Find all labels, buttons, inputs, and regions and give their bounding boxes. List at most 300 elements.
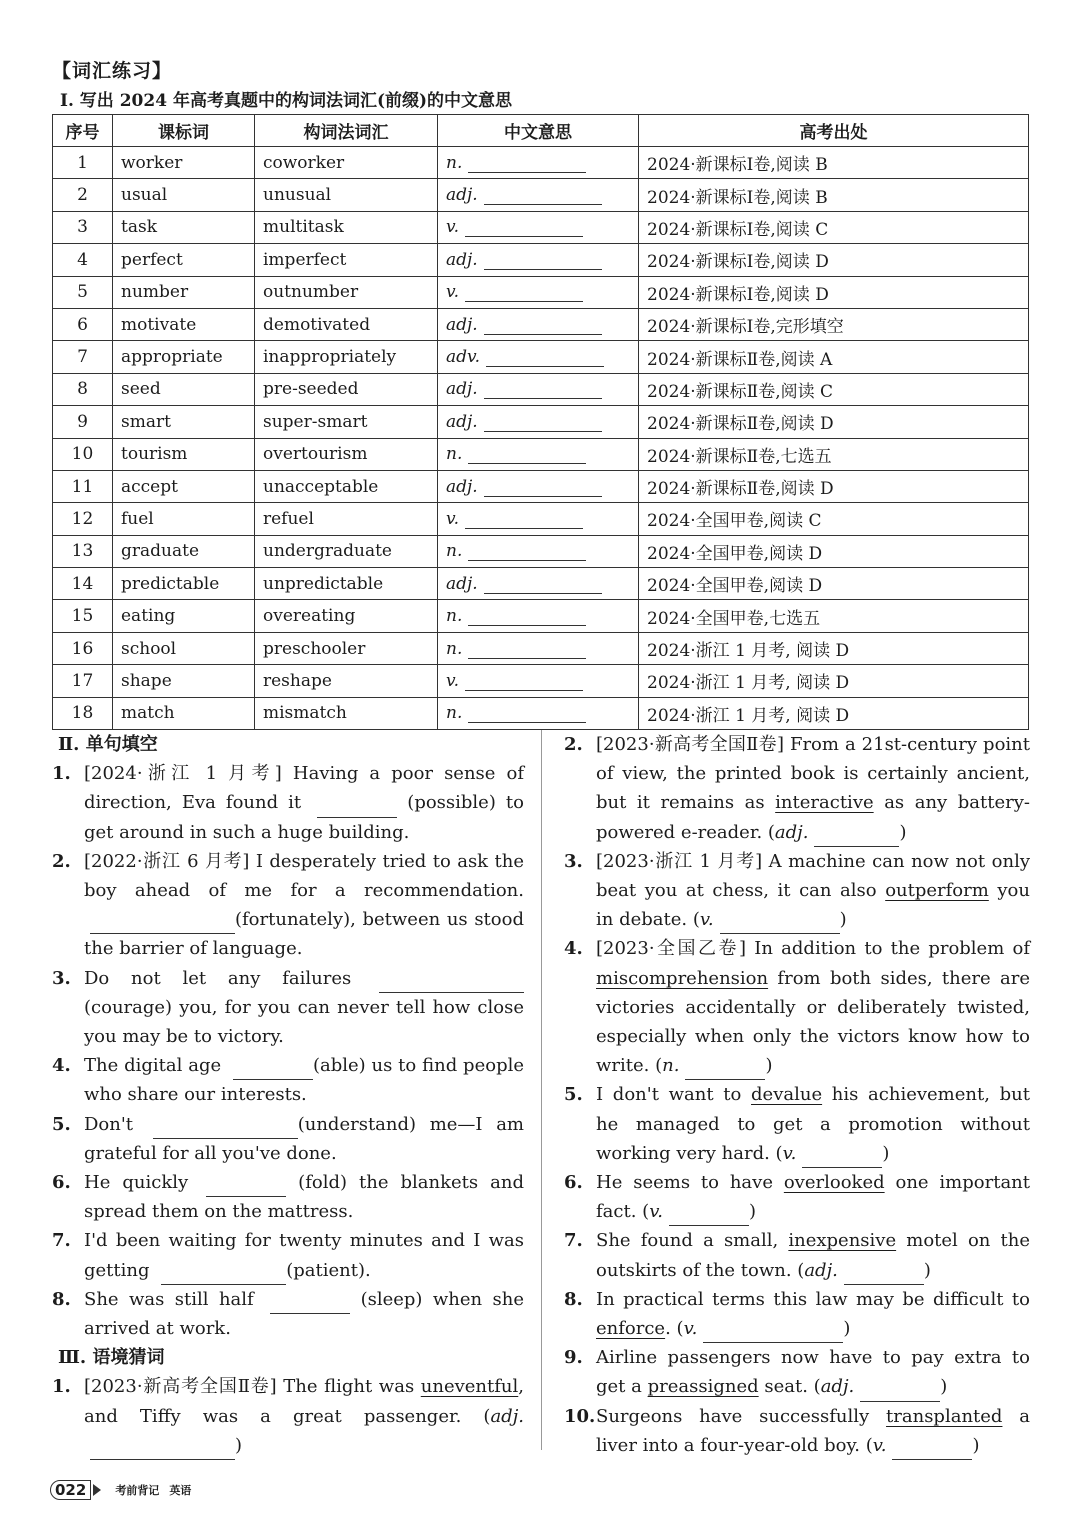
meaning-cell	[438, 373, 639, 405]
fill-blank-question	[52, 1226, 524, 1284]
exam-source: 2024·浙江 1 月考, 阅读 D	[639, 665, 1029, 697]
question-text	[596, 847, 1030, 935]
context-guess-question	[564, 847, 1030, 935]
base-word: smart	[113, 406, 255, 438]
answer-blank[interactable]	[860, 1385, 940, 1402]
answer-blank[interactable]	[892, 1443, 972, 1460]
answer-blank[interactable]	[669, 1209, 749, 1226]
exam-source: 2024·新课标Ⅱ卷,阅读 D	[639, 470, 1029, 502]
question-number: 7.	[52, 1230, 71, 1252]
answer-blank[interactable]	[484, 188, 602, 205]
question-text	[84, 1051, 524, 1109]
arrow-right-icon	[93, 1484, 101, 1496]
base-word: perfect	[113, 244, 255, 276]
table-row	[53, 665, 1029, 697]
context-guess-question	[52, 1372, 524, 1460]
row-number: 11	[53, 470, 113, 502]
close-paren: )	[748, 1201, 756, 1223]
table-header-row	[53, 115, 1029, 147]
derived-word: overtourism	[255, 438, 438, 470]
question-number: 3.	[564, 850, 583, 872]
table-row	[53, 308, 1029, 340]
table-row	[53, 600, 1029, 632]
derived-word: unpredictable	[255, 568, 438, 600]
table-header-cell: 构词法词汇	[255, 115, 438, 147]
context-guess-question	[564, 1226, 1030, 1284]
table-row	[53, 470, 1029, 502]
answer-blank[interactable]	[465, 512, 583, 529]
part3-list-right	[564, 730, 1030, 1460]
meaning-cell	[438, 470, 639, 502]
answer-blank[interactable]	[844, 1268, 924, 1285]
part2-title: Ⅱ. 单句填空	[58, 734, 158, 755]
base-word: tourism	[113, 438, 255, 470]
subject-label: 英语	[169, 1484, 192, 1497]
part-of-speech: adj.	[446, 249, 478, 270]
question-text-before: [2023·新高考全国Ⅱ卷] From a 21st-century point of view, the printed book is certainly ancient, but it remains as	[596, 734, 1030, 814]
question-text-after: his achievement, but he managed to get a promotion without working very hard. (	[596, 1084, 1030, 1164]
question-text-after: (understand) me—I am grateful for all you've done.	[84, 1113, 525, 1164]
answer-blank[interactable]	[468, 706, 586, 723]
row-number: 17	[53, 665, 113, 697]
question-text-after: (possible) to get around in such a huge building.	[84, 792, 524, 843]
question-text	[84, 1226, 524, 1284]
derived-word: imperfect	[255, 244, 438, 276]
question-text	[84, 847, 524, 964]
answer-blank[interactable]	[802, 1151, 882, 1168]
question-text-before: Don't	[84, 1113, 147, 1135]
meaning-cell	[438, 341, 639, 373]
table-row	[53, 211, 1029, 243]
derived-word: outnumber	[255, 276, 438, 308]
answer-blank[interactable]	[814, 830, 899, 847]
meaning-cell	[438, 244, 639, 276]
question-text-before: He seems to have	[596, 1172, 784, 1194]
part-of-speech: n.	[446, 444, 463, 465]
table-header-cell: 序号	[53, 115, 113, 147]
derived-word: mismatch	[255, 697, 438, 729]
close-paren: )	[765, 1055, 773, 1077]
left-column	[52, 730, 524, 1460]
row-number: 5	[53, 276, 113, 308]
question-number: 7.	[564, 1230, 583, 1252]
target-word: uneventful	[420, 1376, 519, 1398]
column-divider	[541, 730, 542, 1450]
answer-blank[interactable]	[465, 285, 583, 302]
meaning-cell	[438, 568, 639, 600]
part-of-speech: adj.	[804, 1259, 838, 1281]
table-header-cell: 课标词	[113, 115, 255, 147]
derived-word: reshape	[255, 665, 438, 697]
answer-blank[interactable]	[720, 917, 840, 934]
meaning-cell	[438, 308, 639, 340]
meaning-cell	[438, 632, 639, 664]
row-number: 2	[53, 179, 113, 211]
exam-source: 2024·浙江 1 月考, 阅读 D	[639, 632, 1029, 664]
question-text	[596, 730, 1030, 847]
meaning-cell	[438, 665, 639, 697]
exam-source: 2024·新课标Ⅰ卷,阅读 B	[639, 147, 1029, 179]
close-paren: )	[899, 821, 907, 843]
context-guess-question	[564, 730, 1030, 847]
fill-blank-question	[52, 1110, 524, 1168]
row-number: 4	[53, 244, 113, 276]
answer-blank[interactable]	[161, 1268, 286, 1285]
part2-list	[52, 759, 524, 1343]
derived-word: pre-seeded	[255, 373, 438, 405]
base-word: shape	[113, 665, 255, 697]
question-text-after: , and Tiffy was a great passenger. (	[84, 1376, 524, 1427]
meaning-cell	[438, 503, 639, 535]
meaning-cell	[438, 211, 639, 243]
answer-blank[interactable]	[484, 318, 602, 335]
question-text-after: (patient).	[286, 1259, 371, 1281]
question-text-after: a liver into a four-year-old boy. (	[596, 1405, 1030, 1456]
part3-title: Ⅲ. 语境猜词	[58, 1347, 165, 1369]
context-guess-question	[564, 1343, 1030, 1401]
question-number: 1.	[52, 763, 71, 785]
question-number: 4.	[52, 1055, 71, 1077]
question-text	[596, 1285, 1030, 1343]
exam-source: 2024·新课标Ⅰ卷,阅读 C	[639, 211, 1029, 243]
table-header-cell: 高考出处	[639, 115, 1029, 147]
target-word: overlooked	[783, 1172, 885, 1194]
close-paren: )	[972, 1434, 980, 1456]
table-header-cell: 中文意思	[438, 115, 639, 147]
question-text-before: [2023·浙江 1 月考] A machine can now not only beat you at chess, it can also	[596, 850, 1030, 902]
part-of-speech: adj.	[446, 314, 478, 335]
question-text-after: from both sides, there are victories accidentally or deliberately twisted, especially when only the victors know how to write. (	[596, 967, 1030, 1077]
fill-blank-question	[52, 1168, 524, 1226]
question-text	[596, 1080, 1030, 1168]
table-row	[53, 632, 1029, 664]
answer-blank[interactable]	[468, 447, 586, 464]
table-row	[53, 244, 1029, 276]
question-number: 6.	[564, 1172, 583, 1194]
question-text	[596, 1168, 1030, 1226]
part-of-speech: adj.	[774, 821, 809, 843]
target-word: enforce	[596, 1318, 666, 1340]
base-word: predictable	[113, 568, 255, 600]
question-text-after: (fortunately), between us stood the barrier of language.	[84, 909, 524, 960]
section-title: 【词汇练习】	[52, 60, 173, 82]
question-text-after: motel on the outskirts of the town. (	[596, 1230, 1030, 1281]
context-guess-question	[564, 934, 1030, 1080]
base-word: seed	[113, 373, 255, 405]
base-word: motivate	[113, 308, 255, 340]
row-number: 1	[53, 147, 113, 179]
answer-blank[interactable]	[486, 350, 604, 367]
question-number: 5.	[52, 1113, 71, 1135]
part-of-speech: v.	[683, 1318, 698, 1340]
answer-blank[interactable]	[90, 1443, 235, 1460]
fill-blank-question	[52, 1285, 524, 1343]
derived-word: unusual	[255, 179, 438, 211]
target-word: transplanted	[886, 1405, 1003, 1427]
part-of-speech: v.	[446, 670, 459, 691]
exam-source: 2024·全国甲卷,阅读 C	[639, 503, 1029, 535]
meaning-cell	[438, 600, 639, 632]
row-number: 9	[53, 406, 113, 438]
base-word: appropriate	[113, 341, 255, 373]
table-row	[53, 568, 1029, 600]
meaning-cell	[438, 438, 639, 470]
row-number: 3	[53, 211, 113, 243]
derived-word: refuel	[255, 503, 438, 535]
row-number: 16	[53, 632, 113, 664]
answer-blank[interactable]	[270, 1297, 350, 1314]
question-text	[84, 1110, 524, 1168]
base-word: worker	[113, 147, 255, 179]
answer-blank[interactable]	[484, 253, 602, 270]
question-text-before: She was still half	[84, 1288, 265, 1310]
exam-source: 2024·浙江 1 月考, 阅读 D	[639, 697, 1029, 729]
page-number: 022	[50, 1480, 91, 1500]
exam-source: 2024·新课标Ⅰ卷,阅读 B	[639, 179, 1029, 211]
close-paren: )	[923, 1259, 931, 1281]
question-text-before: Do not let any failures	[84, 967, 373, 989]
close-paren: )	[940, 1376, 948, 1398]
question-number: 10.	[564, 1405, 596, 1427]
exam-source: 2024·新课标Ⅰ卷,阅读 D	[639, 244, 1029, 276]
close-paren: )	[882, 1142, 890, 1164]
table-row	[53, 179, 1029, 211]
base-word: graduate	[113, 535, 255, 567]
table-row	[53, 406, 1029, 438]
fill-blank-question	[52, 964, 524, 1052]
row-number: 14	[53, 568, 113, 600]
part-of-speech: v.	[782, 1142, 797, 1164]
part-of-speech: adv.	[446, 347, 481, 368]
derived-word: unacceptable	[255, 470, 438, 502]
part-of-speech: adj.	[490, 1405, 524, 1427]
answer-blank[interactable]	[379, 976, 524, 993]
table-row	[53, 341, 1029, 373]
part-of-speech: n.	[446, 541, 463, 562]
table-body	[53, 147, 1029, 730]
exam-source: 2024·新课标Ⅱ卷,阅读 D	[639, 406, 1029, 438]
exam-source: 2024·新课标Ⅱ卷,阅读 A	[639, 341, 1029, 373]
part-of-speech: n.	[446, 152, 463, 173]
question-text	[84, 1285, 524, 1343]
answer-blank[interactable]	[484, 577, 602, 594]
question-text-before: I'd been waiting for twenty minutes and I was getting	[84, 1230, 524, 1281]
part-of-speech: adj.	[446, 379, 478, 400]
exam-source: 2024·新课标Ⅰ卷,完形填空	[639, 308, 1029, 340]
question-text-before: He quickly	[84, 1172, 201, 1194]
part-of-speech: n.	[662, 1055, 680, 1077]
answer-blank[interactable]	[90, 917, 235, 934]
row-number: 6	[53, 308, 113, 340]
question-number: 8.	[564, 1288, 583, 1310]
answer-blank[interactable]	[484, 382, 602, 399]
base-word: usual	[113, 179, 255, 211]
meaning-cell	[438, 147, 639, 179]
exam-source: 2024·全国甲卷,阅读 D	[639, 535, 1029, 567]
table-row	[53, 503, 1029, 535]
row-number: 10	[53, 438, 113, 470]
question-text-before: She found a small,	[596, 1230, 789, 1252]
question-number: 2.	[52, 850, 71, 872]
question-text-before: The digital age	[84, 1055, 227, 1077]
question-text-before: [2023·全国乙卷] In addition to the problem of	[596, 938, 1030, 960]
row-number: 7	[53, 341, 113, 373]
close-paren: )	[235, 1434, 243, 1456]
derived-word: coworker	[255, 147, 438, 179]
question-text-after: as any battery-powered e-reader. (	[596, 792, 1030, 843]
context-guess-question	[564, 1285, 1030, 1343]
derived-word: super-smart	[255, 406, 438, 438]
part-of-speech: v.	[446, 217, 459, 238]
row-number: 8	[53, 373, 113, 405]
exam-source: 2024·全国甲卷,七选五	[639, 600, 1029, 632]
derived-word: inappropriately	[255, 341, 438, 373]
table-row	[53, 276, 1029, 308]
part-of-speech: adj.	[446, 573, 478, 594]
question-text	[84, 964, 524, 1052]
target-word: inexpensive	[788, 1230, 897, 1252]
derived-word: undergraduate	[255, 535, 438, 567]
fill-blank-question	[52, 759, 524, 847]
target-word: interactive	[775, 792, 874, 814]
question-text	[596, 1226, 1030, 1284]
question-text-before: Airline passengers now have to pay extra to get a	[596, 1347, 1030, 1398]
answer-blank[interactable]	[233, 1063, 313, 1080]
table-row	[53, 147, 1029, 179]
question-number: 8.	[52, 1288, 71, 1310]
row-number: 13	[53, 535, 113, 567]
context-guess-question	[564, 1402, 1030, 1460]
target-word: miscomprehension	[596, 967, 769, 989]
answer-blank[interactable]	[317, 801, 397, 818]
question-number: 3.	[52, 967, 71, 989]
question-text	[84, 1372, 524, 1460]
meaning-cell	[438, 406, 639, 438]
question-text-before: [2022·浙江 6 月考] I desperately tried to ask the boy ahead of me for a recommendation.	[84, 850, 524, 902]
exam-source: 2024·新课标Ⅱ卷,阅读 C	[639, 373, 1029, 405]
part-of-speech: n.	[446, 606, 463, 627]
question-number: 2.	[564, 734, 583, 755]
derived-word: overeating	[255, 600, 438, 632]
close-paren: )	[843, 1318, 851, 1340]
part1-title: Ⅰ. 写出 2024 年高考真题中的构词法词汇(前缀)的中文意思	[60, 91, 513, 111]
answer-blank[interactable]	[468, 156, 586, 173]
derived-word: preschooler	[255, 632, 438, 664]
meaning-cell	[438, 179, 639, 211]
table-row	[53, 373, 1029, 405]
question-text-after: (fold) the blankets and spread them on the mattress.	[84, 1172, 524, 1223]
derived-word: multitask	[255, 211, 438, 243]
part-of-speech: v.	[699, 909, 714, 931]
answer-blank[interactable]	[685, 1063, 765, 1080]
table-row	[53, 697, 1029, 729]
question-text-after: . (	[665, 1318, 684, 1340]
table-row	[53, 535, 1029, 567]
answer-blank[interactable]	[153, 1122, 298, 1139]
part-of-speech: n.	[446, 703, 463, 724]
answer-blank[interactable]	[468, 544, 586, 561]
row-number: 15	[53, 600, 113, 632]
part-of-speech: adj.	[820, 1376, 855, 1398]
answer-blank[interactable]	[484, 415, 602, 432]
target-word: preassigned	[647, 1376, 759, 1398]
meaning-cell	[438, 535, 639, 567]
question-number: 4.	[564, 938, 583, 960]
question-text	[84, 1168, 524, 1226]
base-word: school	[113, 632, 255, 664]
context-guess-question	[564, 1080, 1030, 1168]
meaning-cell	[438, 697, 639, 729]
base-word: accept	[113, 470, 255, 502]
part-of-speech: v.	[446, 282, 459, 303]
page-footer	[50, 1480, 201, 1500]
answer-blank[interactable]	[484, 480, 602, 497]
base-word: match	[113, 697, 255, 729]
question-text-after: (courage) you, for you can never tell how close you may be to victory.	[84, 996, 524, 1048]
table-row	[53, 438, 1029, 470]
answer-blank[interactable]	[468, 642, 586, 659]
part-of-speech: adj.	[446, 185, 478, 206]
row-number: 18	[53, 697, 113, 729]
question-number: 6.	[52, 1172, 71, 1194]
part-of-speech: v.	[872, 1434, 887, 1456]
answer-blank[interactable]	[703, 1326, 843, 1343]
target-word: devalue	[751, 1084, 823, 1106]
question-text-after: (able) us to find people who share our interests.	[84, 1055, 525, 1106]
base-word: number	[113, 276, 255, 308]
target-word: outperform	[885, 880, 989, 902]
question-text	[596, 934, 1030, 1080]
derived-word: demotivated	[255, 308, 438, 340]
exam-source: 2024·新课标Ⅱ卷,七选五	[639, 438, 1029, 470]
context-guess-question	[564, 1168, 1030, 1226]
part-of-speech: n.	[446, 638, 463, 659]
exam-source: 2024·全国甲卷,阅读 D	[639, 568, 1029, 600]
fill-blank-question	[52, 1051, 524, 1109]
close-paren: )	[839, 909, 847, 931]
question-text-after: seat. (	[758, 1376, 821, 1398]
question-number: 5.	[564, 1084, 583, 1106]
part-of-speech: adj.	[446, 411, 478, 432]
base-word: eating	[113, 600, 255, 632]
exam-source: 2024·新课标Ⅰ卷,阅读 D	[639, 276, 1029, 308]
question-text-before: Surgeons have successfully	[596, 1405, 887, 1427]
question-text-after: you in debate. (	[596, 880, 1030, 931]
answer-blank[interactable]	[468, 609, 586, 626]
part-of-speech: adj.	[446, 476, 478, 497]
answer-blank[interactable]	[465, 220, 583, 237]
answer-blank[interactable]	[465, 674, 583, 691]
question-text-after: (sleep) when she arrived at work.	[84, 1288, 525, 1340]
answer-blank[interactable]	[206, 1180, 286, 1197]
question-text-before: [2024·浙江 1 月考] Having a poor sense of direction, Eva found it	[84, 763, 524, 814]
meaning-cell	[438, 276, 639, 308]
part-of-speech: v.	[649, 1201, 663, 1223]
right-column	[564, 730, 1030, 1460]
question-text	[596, 1343, 1030, 1401]
book-title: 考前背记	[115, 1484, 160, 1497]
part-of-speech: v.	[446, 508, 459, 529]
fill-blank-question	[52, 847, 524, 964]
vocab-table	[52, 114, 1029, 730]
question-number: 1.	[52, 1376, 71, 1398]
question-text	[84, 759, 524, 847]
question-text	[596, 1402, 1030, 1460]
question-text-after: one important fact. (	[596, 1172, 1030, 1223]
question-text-before: [2023·新高考全国Ⅱ卷] The flight was	[84, 1376, 421, 1398]
question-text-before: I don't want to	[596, 1084, 752, 1106]
row-number: 12	[53, 503, 113, 535]
